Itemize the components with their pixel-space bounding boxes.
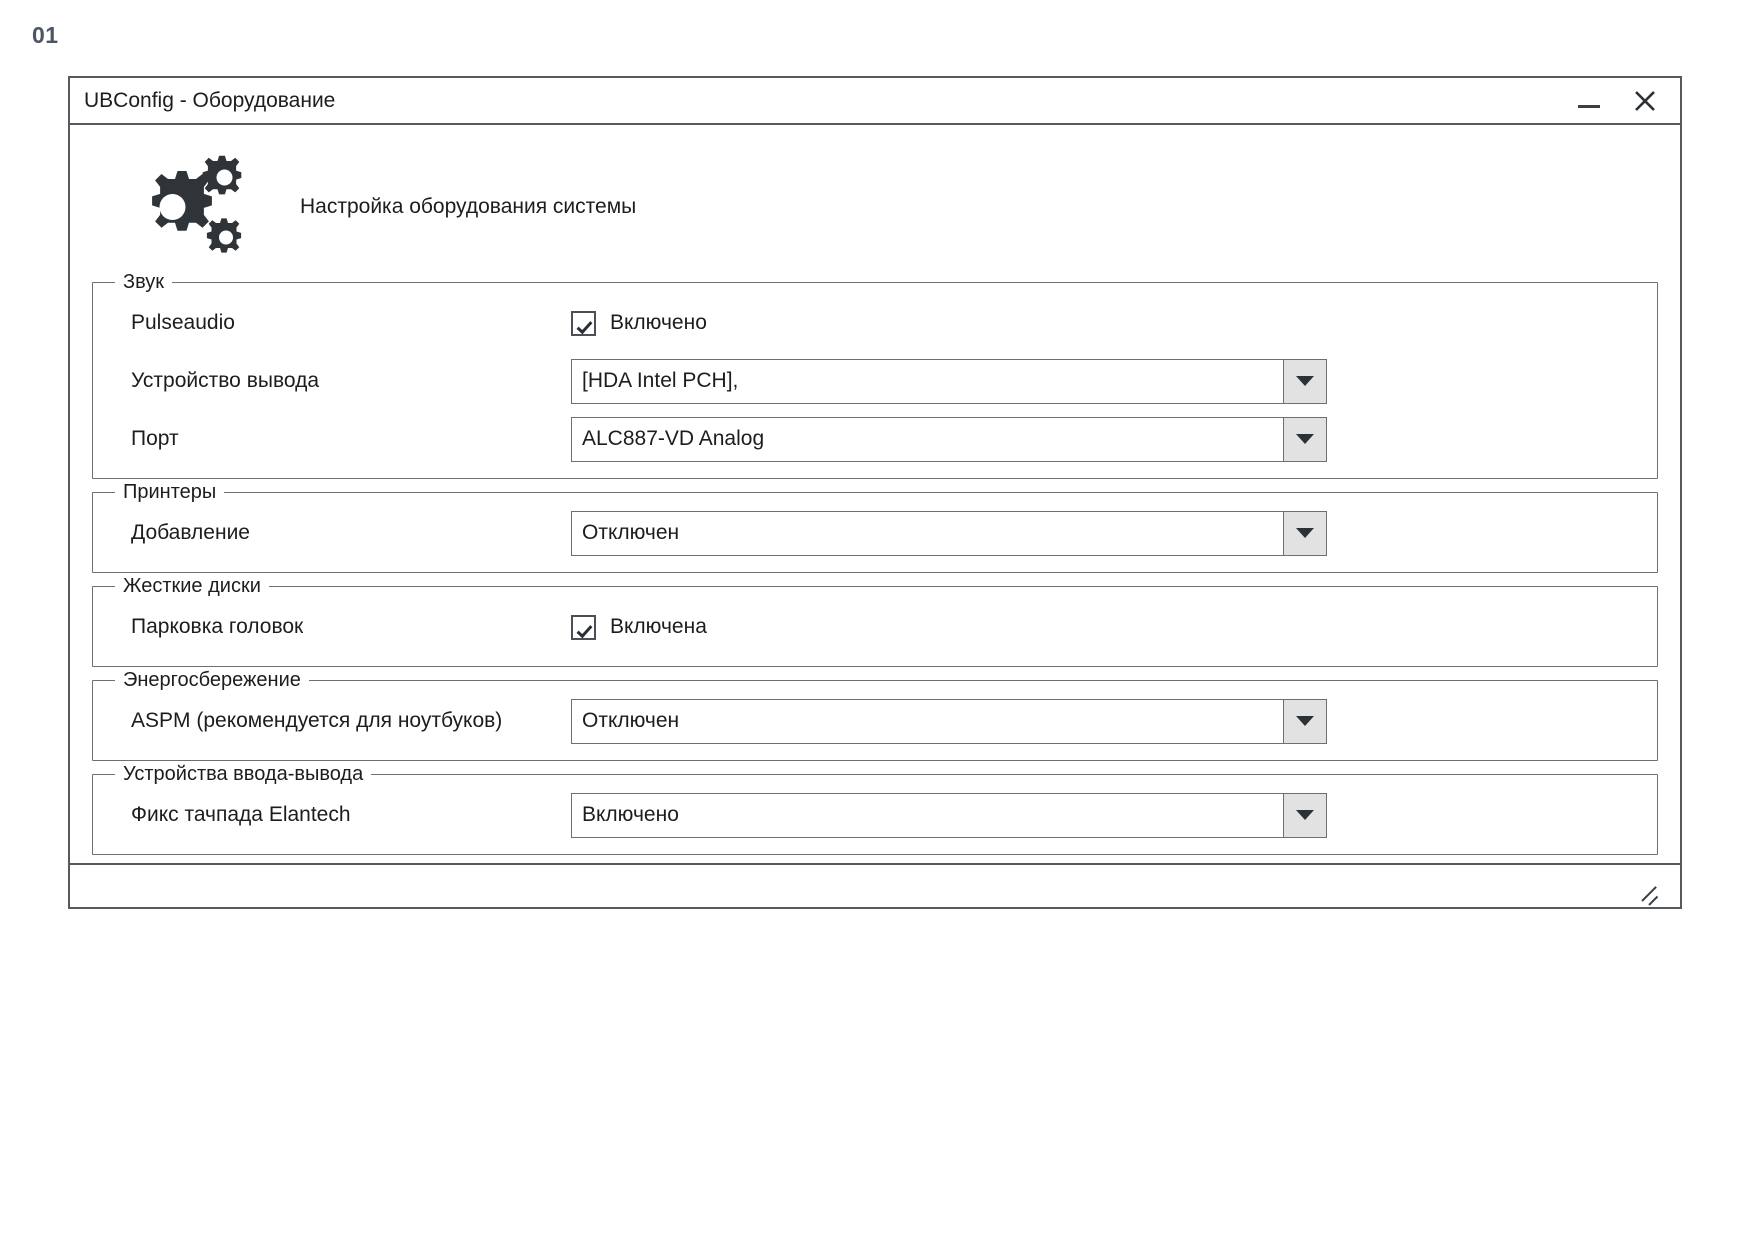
resize-grip[interactable] <box>1642 883 1666 907</box>
row-pulseaudio-label: Pulseaudio <box>131 311 235 334</box>
minimize-icon[interactable] <box>1576 88 1602 114</box>
gears-icon <box>124 151 252 263</box>
printer-add-value: Отключен <box>582 521 680 544</box>
group-io-devices <box>92 763 1658 855</box>
row-output-device <box>93 352 1657 410</box>
row-port-label: Порт <box>131 427 179 450</box>
window-controls <box>1576 88 1664 114</box>
head-parking-checkbox-group[interactable] <box>571 615 707 640</box>
pulseaudio-checkbox[interactable] <box>571 311 596 336</box>
group-hard-disks <box>92 575 1658 667</box>
elantech-fix-dropdown[interactable] <box>571 793 1327 838</box>
pulseaudio-checkbox-group[interactable] <box>571 311 707 336</box>
printer-add-dropdown[interactable] <box>571 511 1327 556</box>
row-elantech-fix-label: Фикс тачпада Elantech <box>131 803 351 826</box>
port-dropdown[interactable] <box>571 417 1327 462</box>
row-printer-add <box>93 504 1657 562</box>
row-pulseaudio <box>93 294 1657 352</box>
chevron-down-icon[interactable] <box>1283 360 1326 403</box>
chevron-down-icon[interactable] <box>1283 418 1326 461</box>
row-elantech-fix <box>93 786 1657 844</box>
row-aspm <box>93 692 1657 750</box>
row-port <box>93 410 1657 468</box>
group-sound-legend: Звук <box>123 271 165 293</box>
row-aspm-label: ASPM (рекомендуется для ноутбуков) <box>131 709 503 732</box>
output-device-dropdown[interactable] <box>571 359 1327 404</box>
group-io-devices-legend: Устройства ввода-вывода <box>123 763 364 785</box>
aspm-dropdown[interactable] <box>571 699 1327 744</box>
group-printers-legend: Принтеры <box>123 481 217 503</box>
aspm-value: Отключен <box>582 709 680 732</box>
row-printer-add-label: Добавление <box>131 521 250 544</box>
chevron-down-icon[interactable] <box>1283 512 1326 555</box>
elantech-fix-value: Включено <box>582 803 679 826</box>
head-parking-checkbox[interactable] <box>571 615 596 640</box>
header-row <box>92 143 1658 271</box>
header-caption: Настройка оборудования системы <box>300 195 637 218</box>
port-value: ALC887-VD Analog <box>582 427 765 450</box>
row-head-parking <box>93 598 1657 656</box>
group-hard-disks-legend: Жесткие диски <box>123 575 261 597</box>
chevron-down-icon[interactable] <box>1283 700 1326 743</box>
output-device-value: [HDA Intel PCH], <box>582 369 739 392</box>
group-printers <box>92 481 1658 573</box>
group-power-saving <box>92 669 1658 761</box>
group-sound <box>92 271 1658 479</box>
row-head-parking-label: Парковка головок <box>131 615 304 638</box>
row-output-device-label: Устройство вывода <box>131 369 320 392</box>
window-titlebar <box>70 78 1680 125</box>
window-title: UBConfig - Оборудование <box>84 88 336 112</box>
status-bar <box>70 863 1680 915</box>
ubconfig-window <box>68 76 1682 909</box>
page-number: 01 <box>32 22 59 48</box>
group-power-saving-legend: Энергосбережение <box>123 669 301 691</box>
close-icon[interactable] <box>1632 88 1658 114</box>
window-content <box>70 125 1680 915</box>
head-parking-checkbox-label: Включена <box>610 615 707 638</box>
pulseaudio-checkbox-label: Включено <box>610 311 707 334</box>
chevron-down-icon[interactable] <box>1283 794 1326 837</box>
